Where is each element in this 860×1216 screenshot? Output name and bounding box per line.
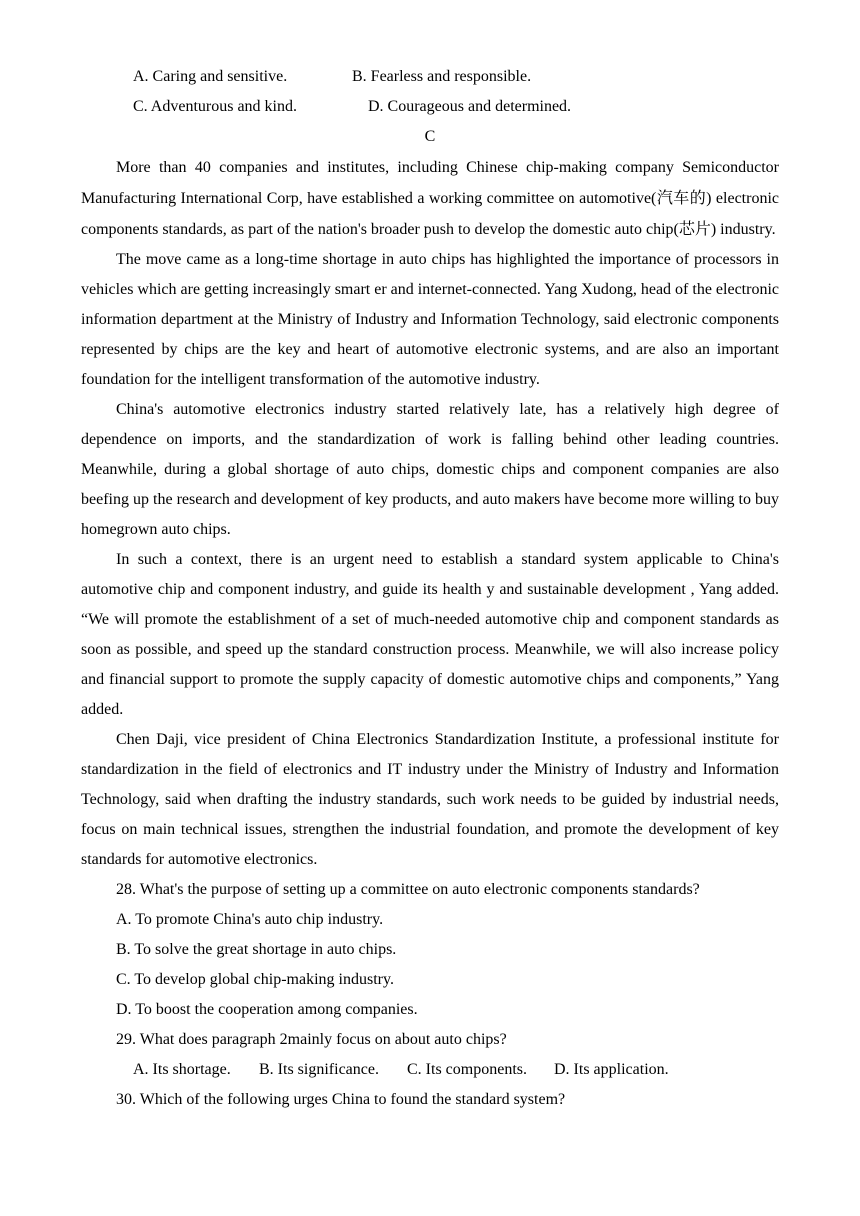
prev-question-options-row-1 — [81, 62, 779, 92]
question-28-stem: 28. What's the purpose of setting up a committee on auto electronic components standards? — [116, 881, 700, 898]
passage-paragraph-5: Chen Daji, vice president of China Electronics Standardization Institute, a professional institute for standardization in the field of electronics and IT industry under the Ministry of Industry and Information Technology, said when drafting the industry standards, such work needs to be guided by industrial needs, focus on main technical issues, strengthen the industrial foundation, and promote the development of key standards for automotive electronics. — [81, 731, 779, 868]
question-29-option-d: D. Its application. — [554, 1061, 669, 1078]
question-29-option-b: B. Its significance. — [259, 1061, 379, 1078]
question-28-option-d: D. To boost the cooperation among companies. — [116, 1001, 418, 1018]
question-29-option-c: C. Its components. — [407, 1061, 527, 1078]
question-28-option-b: B. To solve the great shortage in auto chips. — [116, 941, 397, 958]
prev-option-c: C. Adventurous and kind. — [133, 98, 297, 115]
passage-paragraph-3: China's automotive electronics industry started relatively late, has a relatively high degree of dependence on imports, and the standardization of work is falling behind other leading countries. Meanwhile, during a global shortage of auto chips, domestic chips and component companies are also beefing up the research and development of key products, and auto makers have become more willing to buy homegrown auto chips. — [81, 401, 779, 538]
question-28-option-c: C. To develop global chip-making industry. — [116, 971, 394, 988]
section-letter: C — [424, 128, 436, 145]
passage-paragraph-4: In such a context, there is an urgent need to establish a standard system applicable to China's automotive chip and component industry, and guide its health y and sustainable development , Yang added. “We will promote the establishment of a set of much-needed automotive chip and component standards as soon as possible, and speed up the standard construction process. Meanwhile, we will also increase policy and financial support to promote the supply capacity of domestic automotive chips and components,” Yang added. — [81, 551, 779, 718]
question-29-stem: 29. What does paragraph 2mainly focus on about auto chips? — [116, 1031, 507, 1048]
prev-question-options-row-2 — [81, 92, 779, 122]
question-30-stem: 30. Which of the following urges China to found the standard system? — [116, 1091, 566, 1108]
passage-paragraph-1: More than 40 companies and institutes, including Chinese chip-making company Semiconductor Manufacturing International Corp, have established a working committee on automotive(汽车的) electronic components standards, as part of the nation's broader push to develop the domestic auto chip(芯片) industry. — [81, 159, 779, 238]
question-28-option-a: A. To promote China's auto chip industry. — [116, 911, 384, 928]
question-29-option-a: A. Its shortage. — [133, 1061, 231, 1078]
prev-option-d: D. Courageous and determined. — [368, 98, 572, 115]
question-29-options — [81, 1055, 779, 1085]
prev-option-b: B. Fearless and responsible. — [352, 68, 532, 85]
document-page — [81, 62, 779, 1115]
prev-option-a: A. Caring and sensitive. — [133, 68, 288, 85]
passage-paragraph-2: The move came as a long-time shortage in auto chips has highlighted the importance of processors in vehicles which are getting increasingly smart er and internet-connected. Yang Xudong, head of the electronic information department at the Ministry of Industry and Information Technology, said electronic components represented by chips are the key and heart of automotive electronic systems, and are also an important foundation for the intelligent transformation of the automotive industry. — [81, 251, 779, 388]
